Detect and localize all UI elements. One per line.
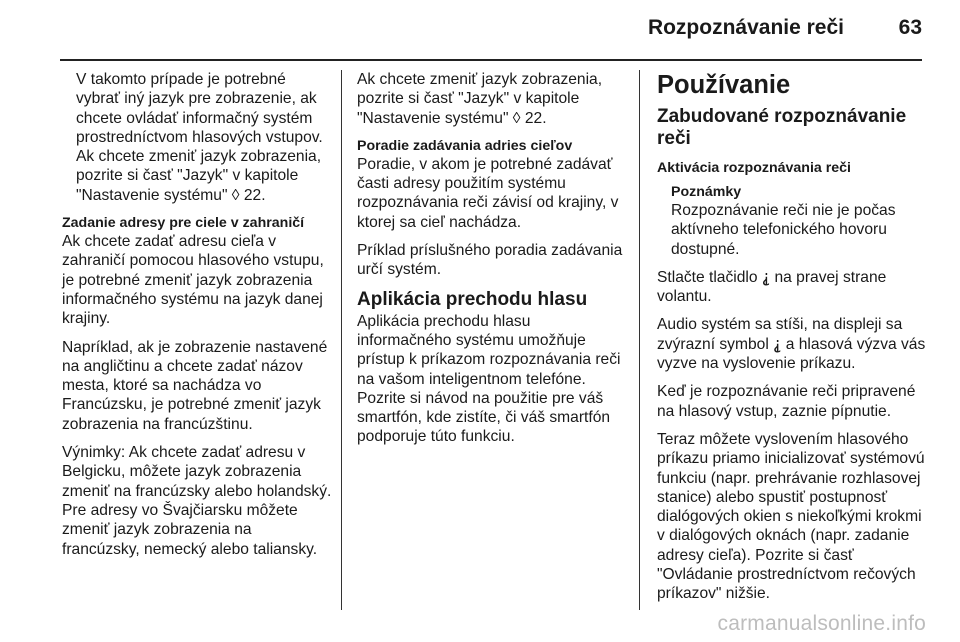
paragraph-exceptions: Výnimky: Ak chcete zadať adresu v Belgicku, môžete jazyk zobrazenia zmeniť na francúzsky alebo holandský. Pre adresy vo Švajčiarsku môžete zmeniť jazyk zobrazenia na francúzsky, nemecký alebo taliansky. <box>62 444 332 558</box>
subheading-foreign-destinations: Zadanie adresy pre ciele v zahraničí <box>62 215 305 232</box>
note-label: Poznámky <box>671 184 742 200</box>
page-title: Rozpoznávanie reči <box>647 16 844 39</box>
paragraph-change-language: Ak chcete zmeniť jazyk zobrazenia, pozrite si časť "Jazyk" v kapitole "Nastavenie systému" ◊ 22. <box>357 71 603 127</box>
watermark: carmanualsonline.info <box>717 612 926 635</box>
paragraph-press-button: Stlačte tlačidlo ⸘ na pravej strane volantu. <box>657 268 887 306</box>
paragraph-voice-command: Teraz môžete vyslovením hlasového príkazu priamo inicializovať systémovú funkciu (napr. prehrávanie rozhlasovej stanice) alebo spustiť postupnosť dialógových okien s niekoľkými krokmi v dialógových oknách (napr. zadanie adresy cieľa). Pozrite si časť "Ovládanie prostredníctvom rečových príkazov" nižšie. <box>657 430 925 603</box>
note-box <box>657 183 927 259</box>
intro-paragraph: V takomto prípade je potrebné vybrať iný jazyk pre zobrazenie, ak chcete ovládať informačný systém prostredníctvom hlasových vstupov. Ak chcete zmeniť jazyk zobrazenia, pozrite si časť "Jazyk" v kapitole "Nastavenie systému" ◊ 22. <box>76 71 323 204</box>
column-3 <box>657 70 927 613</box>
column-1 <box>62 70 332 568</box>
paragraph-order-example: Príklad príslušného poradia zadávania určí systém. <box>357 242 623 279</box>
paragraph-ready-beep: Keď je rozpoznávanie reči pripravené na hlasový vstup, zaznie pípnutie. <box>657 383 916 420</box>
note-text: Rozpoznávanie reči nie je počas aktívneho telefonického hovoru dostupné. <box>671 202 896 258</box>
paragraph-order: Poradie, v akom je potrebné zadávať časti adresy použitím systému rozpoznávania reči závisí od krajiny, v ktorej sa cieľ nachádza. <box>357 155 619 231</box>
page-number: 63 <box>898 16 922 39</box>
paragraph-passthrough: Aplikácia prechodu hlasu informačného systému umožňuje prístup k príkazom rozpoznávania reči na vašom inteligentnom telefóne. Pozrite si návod na použitie pre váš smartfón, kde zistíte, či váš smartfón podporuje túto funkciu. <box>357 312 621 446</box>
heading-builtin-recognition: Zabudované rozpoznávanie reči <box>657 106 907 149</box>
paragraph-audio-mute: Audio systém sa stíši, na displeji sa zvýrazní symbol ⸘ a hlasová výzva vás vyzve na vyslovenie príkazu. <box>657 316 926 373</box>
column-divider-1 <box>341 70 342 610</box>
page-header <box>0 0 960 60</box>
heading-usage: Používanie <box>657 71 791 99</box>
heading-voice-passthrough: Aplikácia prechodu hlasu <box>357 288 588 310</box>
paragraph-foreign: Ak chcete zadať adresu cieľa v zahraničí pomocou hlasového vstupu, je potrebné zmeniť jazyk zobrazenia informačného systému na jazyk danej krajiny. <box>62 233 324 328</box>
paragraph-example: Napríklad, ak je zobrazenie nastavené na angličtinu a chcete zadať názov mesta, ktoré sa nachádza vo Francúzsku, je potrebné zmeniť jazyk zobrazenia na francúzštinu. <box>62 338 328 433</box>
subheading-address-order: Poradie zadávania adries cieľov <box>357 137 573 154</box>
header-rule <box>60 59 922 61</box>
column-divider-2 <box>639 70 640 610</box>
subheading-activation: Aktivácia rozpoznávania reči <box>657 160 851 176</box>
column-2 <box>357 70 629 456</box>
